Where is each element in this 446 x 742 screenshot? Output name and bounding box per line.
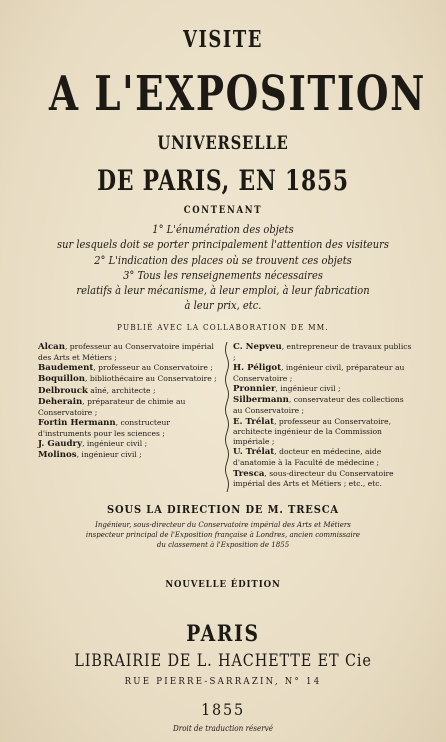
publication-year: 1855	[201, 700, 245, 719]
collaborator-entry: Deherain, préparateur de chimie au Conservatoire ;	[38, 396, 186, 417]
direction-line: inspecteur principal de l'Exposition française à Londres, ancien commissaire	[85, 530, 361, 539]
contents-item: 3° Tous les renseignements nécessaires	[123, 268, 323, 282]
collaborator-entry: U. Trélat, docteur en médecine, aide d'anatomie à la Faculté de médecine ;	[233, 447, 382, 468]
title-line-paris-1855: DE PARIS, EN 1855	[97, 164, 349, 197]
contents-item: 1° L'énumération des objets	[152, 222, 294, 236]
divider-brace	[223, 342, 231, 492]
collaboration-heading: PUBLIÉ AVEC LA COLLABORATION DE MM.	[116, 323, 330, 333]
collaborator-entry: Fortin Hermann, constructeur d'instruments pour les sciences ;	[38, 418, 170, 438]
publisher-address: RUE PIERRE-SARRAZIN, N° 14	[124, 676, 322, 687]
collaborator-entry: H. Péligot, ingénieur civil, préparateur au Conservatoire ;	[233, 363, 405, 383]
collaborator-entry: Tresca, sous-directeur du Conservatoire impérial des Arts et Métiers ; etc., etc.	[233, 468, 394, 489]
collaborator-entry: C. Nepveu, entrepreneur de travaux publics ;	[233, 342, 412, 362]
contents-heading: CONTENANT	[183, 205, 263, 216]
collaborator-entry: Baudement, professeur au Conservatoire ;	[38, 363, 213, 374]
direction-heading: SOUS LA DIRECTION DE M. TRESCA	[107, 502, 339, 516]
title-line-exposition: A L'EXPOSITION	[49, 66, 426, 122]
edition-label: NOUVELLE ÉDITION	[165, 579, 281, 590]
collaborators-list	[38, 342, 430, 492]
collaborator-entry: Pronnier, ingénieur civil ;	[233, 384, 341, 395]
title-line-visite: VISITE	[182, 26, 264, 53]
rights-notice: Droit de traduction réservé	[173, 724, 273, 733]
direction-line: Ingénieur, sous-directeur du Conservatoire impérial des Arts et Métiers	[95, 520, 351, 529]
collaborators-left-column	[38, 342, 220, 462]
collaborator-entry: E. Trélat, professeur au Conservatoire, architecte ingénieur de la Commission impériale ;	[233, 416, 392, 447]
collaborators-right-column	[233, 342, 415, 490]
contents-item: sur lesquels doit se porter principalement l'attention des visiteurs	[57, 237, 389, 251]
collaborator-entry: Alcan, professeur au Conservatoire impérial des Arts et Métiers ;	[38, 342, 214, 362]
direction-line: du classement à l'Exposition de 1855	[156, 540, 290, 549]
publisher-city: PARIS	[186, 621, 260, 647]
collaborator-entry: J. Gaudry, ingénieur civil ;	[38, 439, 148, 450]
contents-item: relatifs à leur mécanisme, à leur emploi, à leur fabrication	[76, 283, 370, 297]
collaborator-entry: Molinos, ingénieur civil ;	[38, 450, 142, 461]
publisher-name: LIBRAIRIE DE L. HACHETTE ET Cie	[74, 651, 372, 671]
contents-item: 2° L'indication des places où se trouvent ces objets	[94, 253, 352, 267]
contents-item: à leur prix, etc.	[184, 298, 262, 312]
collaborator-entry: Delbrouck aîné, architecte ;	[38, 385, 156, 396]
collaborator-entry: Silbermann, conservateur des collections au Conservatoire ;	[233, 395, 404, 416]
title-line-universelle: UNIVERSELLE	[157, 132, 289, 154]
collaborator-entry: Boquillon, bibliothécaire au Conservatoire ;	[38, 374, 217, 385]
